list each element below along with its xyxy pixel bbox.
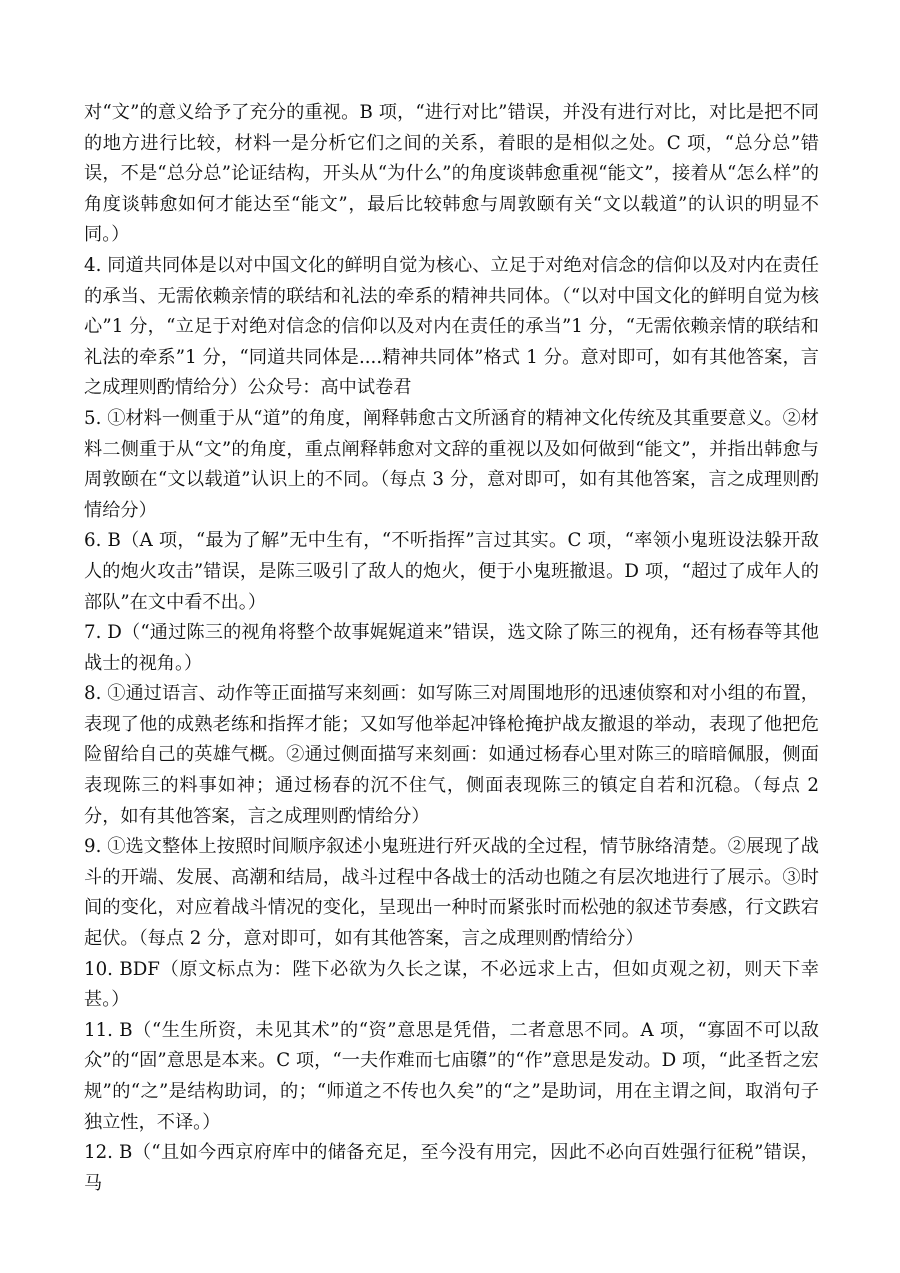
answer-11: 11. B（“生生所资，未见其术”的“资”意思是凭借，二者意思不同。A 项，“寡固不可以敌众”的“固”意思是本来。C 项，“一夫作难而七庙隳”的“作”意思是发动。D 项，“此圣哲之宏规”的“之”是结构助词，的；“师道之不传也久矣”的“之”是助词，用在主谓之间，取消句子独立性，不译。） — [84, 1019, 819, 1133]
answer-page — [84, 98, 819, 1199]
answer-5: 5. ①材料一侧重于从“道”的角度，阐释韩愈古文所涵育的精神文化传统及其重要意义。②材料二侧重于从“文”的角度，重点阐释韩愈对文辞的重视以及如何做到“能文”，并指出韩愈与周敦颐在“文以载道”认识上的不同。（每点 3 分，意对即可，如有其他答案，言之成理则酌情给分） — [84, 407, 819, 521]
answer-12: 12. B（“且如今西京府库中的储备充足，至今没有用完，因此不必向百姓强行征税”错误，马 — [84, 1142, 819, 1194]
answer-4: 4. 同道共同体是以对中国文化的鲜明自觉为核心、立足于对绝对信念的信仰以及对内在责任的承当、无需依赖亲情的联结和礼法的牵系的精神共同体。（“以对中国文化的鲜明自觉为核心”1 分，“立足于对绝对信念的信仰以及对内在责任的承当”1 分，“无需依赖亲情的联结和礼法的牵系”1 分，“同道共同体是....精神共同体”格式 1 分。意对即可，如有其他答案，言之成理则酌情给分）公众号：高中试卷君 — [84, 254, 819, 399]
answer-8: 8. ①通过语言、动作等正面描写来刻画：如写陈三对周围地形的迅速侦察和对小组的布置，表现了他的成熟老练和指挥才能；又如写他举起冲锋枪掩护战友撤退的举动，表现了他把危险留给自己的英雄气概。②通过侧面描写来刻画：如通过杨春心里对陈三的暗暗佩服，侧面表现陈三的料事如神；通过杨春的沉不住气，侧面表现陈三的镇定自若和沉稳。（每点 2 分，如有其他答案，言之成理则酌情给分） — [84, 683, 819, 827]
answer-7: 7. D（“通过陈三的视角将整个故事娓娓道来”错误，选文除了陈三的视角，还有杨春等其他战士的视角。） — [84, 622, 819, 674]
answer-9: 9. ①选文整体上按照时间顺序叙述小鬼班进行歼灭战的全过程，情节脉络清楚。②展现了战斗的开端、发展、高潮和结局，战斗过程中各战士的活动也随之有层次地进行了展示。③时间的变化，对应着战斗情况的变化，呈现出一种时而紧张时而松弛的叙述节奏感，行文跌宕起伏。（每点 2 分，意对即可，如有其他答案，言之成理则酌情给分） — [84, 836, 819, 950]
answer-6: 6. B（A 项，“最为了解”无中生有，“不听指挥”言过其实。C 项，“率领小鬼班设法躲开敌人的炮火攻击”错误，是陈三吸引了敌人的炮火，便于小鬼班撤退。D 项，“超过了成年人的部队”在文中看不出。） — [84, 530, 819, 613]
answer-10: 10. BDF（原文标点为：陛下必欲为久长之谋，不必远求上古，但如贞观之初，则天下幸甚。） — [84, 958, 819, 1011]
answer-paragraph-continuation: 对“文”的意义给予了充分的重视。B 项，“进行对比”错误，并没有进行对比，对比是把不同的地方进行比较，材料一是分析它们之间的关系，着眼的是相似之处。C 项，“总分总”错误，不是“总分总”论证结构，开头从“为什么”的角度谈韩愈重视“能文”，接着从“怎么样”的角度谈韩愈如何才能达至“能文”，最后比较韩愈与周敦颐有关“文以载道”的认识的明显不同。） — [84, 102, 819, 246]
